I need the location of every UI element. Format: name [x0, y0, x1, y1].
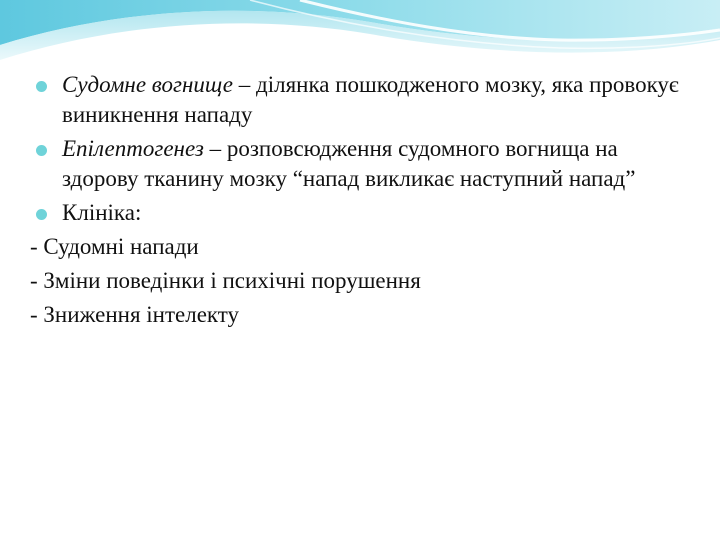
bullet-dot-icon [36, 145, 47, 156]
bullet-term: Епілептогенез [62, 136, 204, 161]
dash-list-item: - Зниження інтелекту [30, 302, 240, 327]
dash-list-item: - Судомні напади [30, 234, 199, 259]
bullet-item [30, 198, 690, 228]
bullet-dot-icon [36, 209, 47, 220]
bullet-item [30, 70, 690, 130]
bullet-item [30, 134, 690, 194]
bullet-dot-icon [36, 81, 47, 92]
slide-content [30, 70, 690, 334]
bullet-term: Судомне вогнище [62, 72, 233, 97]
bullet-text: – ділянка пошкодженого мозку, яка провокує виникнення нападу [62, 72, 679, 127]
bullet-text: – розповсюдження судомного вогнища на здорову тканину мозку “напад викликає наступний напад” [62, 136, 636, 191]
dash-list-item: - Зміни поведінки і психічні порушення [30, 268, 421, 293]
bullet-text: Клініка: [62, 200, 142, 225]
